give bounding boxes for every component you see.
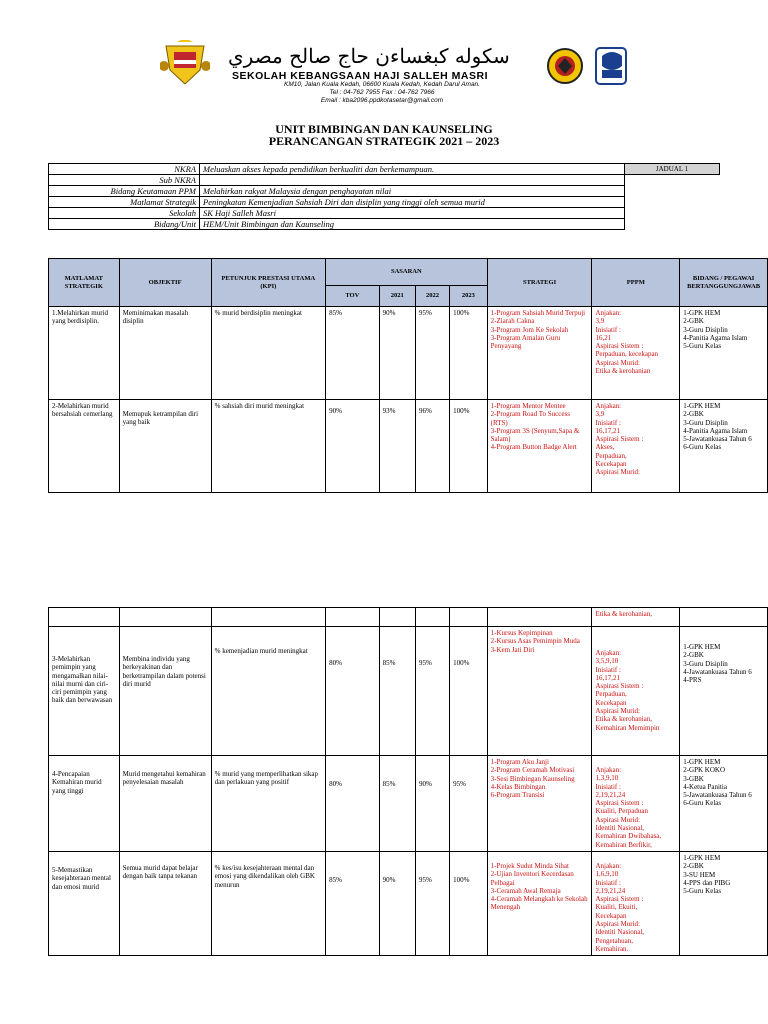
header-tov: TOV — [326, 286, 379, 307]
header-strategi: STRATEGI — [487, 259, 592, 307]
info-row — [49, 186, 720, 197]
bidang-cell: 1-GPK HEM 2-GBK 3-Guru Disiplin 4-Panitia Agama Islam 5-Guru Kelas — [680, 307, 768, 400]
target-2022-cell: 90% — [415, 756, 449, 852]
kpi-cell: % murid berdisiplin meningkat — [211, 307, 325, 400]
pppm-cell: Anjakan: 3,9 Inisiatif : 16,21 Aspirasi Sistem : Perpaduan, kecekapan Aspirasi Murid: Etika & kerohanian — [592, 307, 680, 400]
target-2021-cell: 90% — [379, 307, 415, 400]
objektif-cell: Memupuk ketrampilan diri yang baik — [119, 400, 211, 493]
info-label: Matlamat Strategik — [49, 197, 200, 208]
target-2021-cell: 85% — [379, 756, 415, 852]
school-name-calligraphy: ﺳﻜﻮﻟﻪ ﻛﺒﻐﺴﺎﺀﻥ ﺣﺎﺝ ﺻﺎﻟﺢ ﻣﺼﺮﻱ — [228, 44, 510, 68]
school-badge-logo — [546, 44, 584, 88]
tov-cell: 90% — [326, 400, 379, 493]
tov-cell: 80% — [326, 627, 379, 756]
kpi-cell: % murid yang memperlihatkan sikap dan perlakuan yang positif — [211, 756, 325, 852]
school-email: Email : kba2096.ppdkotasetar@gmail.com — [320, 97, 444, 104]
jadual-label: JADUAL 1 — [625, 164, 720, 175]
target-2023-cell: 100% — [450, 307, 487, 400]
continuation-row — [49, 608, 768, 627]
table-row — [49, 756, 768, 852]
school-name: SEKOLAH KEBANGSAAN HAJI SALLEH MASRI — [232, 70, 489, 82]
malaysia-coat-of-arms-logo — [160, 40, 210, 90]
matlamat-cell: 3-Melahirkan pemimpin yang mengamalkan nilai-nilai murni dan ciri-ciri pemimpin yang baik dan berwawasan — [49, 627, 120, 756]
header-2021: 2021 — [379, 286, 415, 307]
matlamat-cell: 2-Melahirkan murid bersahsiah cemerlang — [49, 400, 120, 493]
table-row — [49, 627, 768, 756]
bidang-cell: 1-GPK HEM 2-GBK 3-Guru Disiplin 4-Jawatankuasa Tahun 6 4-PRS — [680, 627, 768, 756]
header-objektif: OBJEKTIF — [119, 259, 211, 307]
matlamat-cell: 1.Melahirkan murid yang berdisiplin. — [49, 307, 120, 400]
strategi-cell: 1-Projek Sudut Minda Sihat 2-Ujian Inventori Kecerdasan Pelbagai 3-Ceramah Awal Remaja 4-Ceramah Melangkah ke Sekolah Menengah — [487, 851, 592, 955]
header-sasaran: SASARAN — [326, 259, 488, 286]
info-value: Melahirkan rakyat Malaysia dengan penghayatan nilai — [200, 186, 625, 197]
info-label: NKRA — [49, 164, 200, 175]
bidang-cell: 1-GPK HEM 2-GBK 3-Guru Disiplin 4-Panitia Agama Islam 5-Jawatankuasa Tahun 6 6-Guru Kelas — [680, 400, 768, 493]
info-value: HEM/Unit Bimbingan dan Kaunseling — [200, 219, 625, 230]
school-address-block — [232, 81, 532, 105]
target-2023-cell: 95% — [450, 756, 487, 852]
header-2023: 2023 — [450, 286, 487, 307]
info-row — [49, 164, 720, 175]
target-2023-cell: 100% — [450, 627, 487, 756]
target-2022-cell: 95% — [415, 851, 449, 955]
info-row — [49, 208, 720, 219]
target-2022-cell: 95% — [415, 627, 449, 756]
table-header-row — [49, 259, 768, 286]
info-row — [49, 219, 720, 230]
pppm-cell: Anjakan: 1,6,9,10 Inisiatif : 2,19,21,24 Aspirasi Sistem : Kualiti, Ekuiti, Kecekapan Aspirasi Murid: Identiti Nasional, Pengetahuan, Kemahiran. — [592, 851, 680, 955]
target-2021-cell: 85% — [379, 627, 415, 756]
info-value — [200, 175, 625, 186]
school-address: KM10, Jalan Kuala Kedah, 06600 Kuala Kedah, Kedah Darul Aman. — [284, 81, 480, 88]
objektif-cell: Meminimakan masalah disiplin — [119, 307, 211, 400]
objektif-cell: Semua murid dapat belajar dengan baik tanpa tekanan — [119, 851, 211, 955]
document-title: UNIT BIMBINGAN DAN KAUNSELING — [275, 122, 493, 136]
objektif-cell: Membina individu yang berkeyakinan dan berketrampilan dalam potensi diri murid — [119, 627, 211, 756]
tov-cell: 85% — [326, 307, 379, 400]
matlamat-cell: 5-Memastikan kesejahteraan mental dan emosi murid — [49, 851, 120, 955]
bidang-cell: 1-GPK HEM 2-GBK 3-SU HEM 4-PPS dan PIBG 5-Guru Kelas — [680, 851, 768, 955]
info-label: Bidang Keutamaan PPM — [49, 186, 200, 197]
strategi-cell: 1-Program Mentor Mentee 2-Program Road To Success (RTS) 3-Program 3S (Senyum,Sapa & Salam) 4-Program Button Badge Alert — [487, 400, 592, 493]
header-2022: 2022 — [415, 286, 449, 307]
continuation-text: Etika & kerohanian, — [592, 608, 680, 627]
info-table — [48, 163, 720, 230]
info-label: Sub NKRA — [49, 175, 200, 186]
info-label: Sekolah — [49, 208, 200, 219]
table-row — [49, 307, 768, 400]
info-row — [49, 175, 720, 186]
kpi-cell: % kemenjadian murid meningkat — [211, 627, 325, 756]
strategi-cell: 1-Program Aku Janji 2-Program Ceramah Motivasi 3-Sesi Bimbingan Kaunseling 4-Kelas Bimbingan 6-Program Transisi — [487, 756, 592, 852]
target-2021-cell: 90% — [379, 851, 415, 955]
target-2021-cell: 93% — [379, 400, 415, 493]
header-matlamat: MATLAMAT STRATEGIK — [49, 259, 120, 307]
document-subtitle: PERANCANGAN STRATEGIK 2021 – 2023 — [268, 134, 500, 148]
objektif-cell: Murid mengetahui kemahiran penyelesaian masalah — [119, 756, 211, 852]
tov-cell: 80% — [326, 756, 379, 852]
strategy-table — [48, 258, 768, 493]
strategi-cell: 1-Kursus Kepimpinan 2-Kursus Asas Pemimpin Muda 3-Kem Jati Diri — [487, 627, 592, 756]
secondary-logo — [592, 44, 632, 88]
header-pppm: PPPM — [592, 259, 680, 307]
strategi-cell: 1-Program Sahsiah Murid Terpuji 2-Ziarah Cakna 3-Program Jom Ke Sekolah 3-Program Amalan Guru Penyayang — [487, 307, 592, 400]
header-bidang: BIDANG / PEGAWAI BERTANGGUNGJAWAB — [680, 259, 768, 307]
pppm-cell: Anjakan: 3,9 Inisiatif : 16,17,21 Aspirasi Sistem : Akses, Perpaduan, Kecekapan Aspirasi Murid: — [592, 400, 680, 493]
strategy-table-continued — [48, 607, 768, 956]
table-row — [49, 400, 768, 493]
info-value: Meluaskan akses kepada pendidikan berkualiti dan berkemampuan. — [200, 164, 625, 175]
target-2022-cell: 96% — [415, 400, 449, 493]
kpi-cell: % kes/isu kesejahteraan mental dan emosi yang dikendalikan oleh GBK menurun — [211, 851, 325, 955]
header-kpi: PETUNJUK PRESTASI UTAMA (KPI) — [211, 259, 325, 307]
table-row — [49, 851, 768, 955]
target-2022-cell: 95% — [415, 307, 449, 400]
pppm-cell: Anjakan: 3,5,9,10 Inisiatif : 16,17,21 Aspirasi Sistem : Perpaduan, Kecekapan Aspirasi Murid: Etika & kerohanian, Kemahiran Memimpin — [592, 627, 680, 756]
info-value: SK Haji Salleh Masri — [200, 208, 625, 219]
info-label: Bidang/Unit — [49, 219, 200, 230]
info-row — [49, 197, 720, 208]
kpi-cell: % sahsiah diri murid meningkat — [211, 400, 325, 493]
info-value: Peningkatan Kemenjadian Sahsiah Diri dan disiplin yang tinggi oleh semua murid — [200, 197, 625, 208]
school-phone: Tel : 04-762 7955 Fax : 04-762 7966 — [329, 89, 435, 96]
target-2023-cell: 100% — [450, 400, 487, 493]
bidang-cell: 1-GPK HEM 2-GPK KOKO 3-GBK 4-Ketua Panitia 5-Jawatankuasa Tahun 6 6-Guru Kelas — [680, 756, 768, 852]
pppm-cell: Anjakan: 1,3,9,10 Inisiatif : 2,19,21,24 Aspirasi Sistem : Kualiti, Perpaduan Aspirasi Murid: Identiti Nasional, Kemahiran Dwibahasa, Kemahiran Berfikir, — [592, 756, 680, 852]
target-2023-cell: 100% — [450, 851, 487, 955]
matlamat-cell: 4-Pencapaian Kemahiran murid yang tinggi — [49, 756, 120, 852]
tov-cell: 85% — [326, 851, 379, 955]
